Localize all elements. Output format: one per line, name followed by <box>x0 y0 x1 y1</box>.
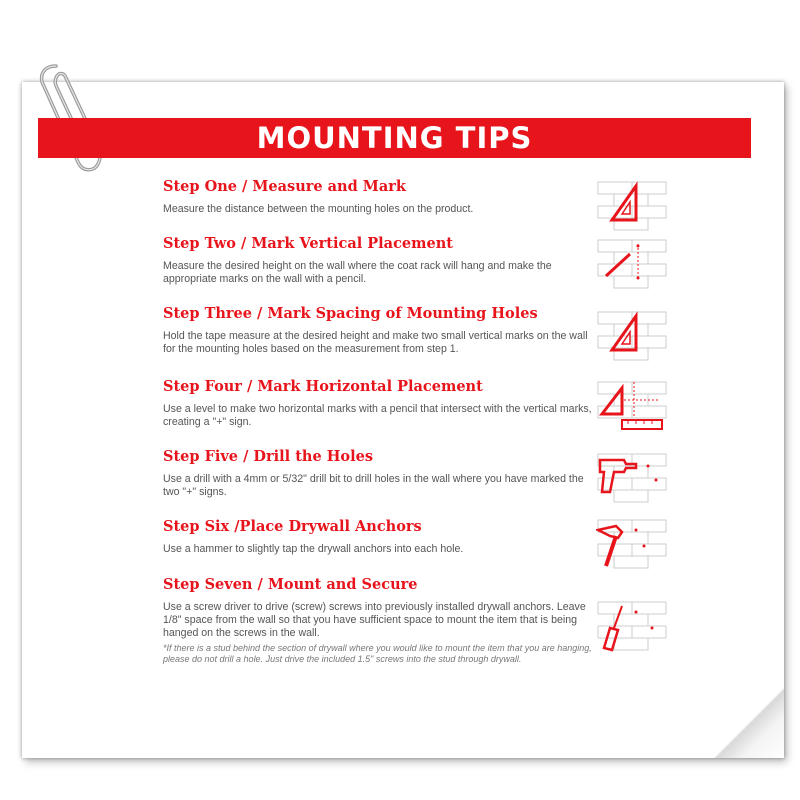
drill-icon <box>596 450 670 506</box>
step-text: Hold the tape measure at the desired height and make two small vertical marks on the wall for the mounting holes based on the measurement from step 1. <box>163 330 588 355</box>
step-6 <box>163 518 593 556</box>
step-2 <box>163 235 593 286</box>
step-heading: Step Seven / Mount and Secure <box>163 576 418 593</box>
pencil-measure-icon <box>596 236 670 292</box>
step-1 <box>163 178 593 216</box>
step-heading: Step Four / Mark Horizontal Placement <box>163 378 483 395</box>
title-banner <box>38 118 751 158</box>
step-text: Use a screw driver to drive (screw) screws into previously installed drywall anchors. Leave 1/8" space from the wall so that you have sufficient space to mount the item that is being hanged on the screws in the wall. <box>163 601 586 639</box>
hammer-icon <box>596 516 670 572</box>
step-4 <box>163 378 593 429</box>
step-text: Measure the desired height on the wall where the coat rack will hang and make the appropriate marks on the wall with a pencil. <box>163 260 552 285</box>
triangle-ruler-icon <box>596 178 670 234</box>
step-heading: Step Six /Place Drywall Anchors <box>163 518 422 535</box>
step-7 <box>163 576 593 665</box>
page-title: MOUNTING TIPS <box>256 121 533 155</box>
triangle-ruler-icon <box>596 308 670 364</box>
step-text: Use a level to make two horizontal marks with a pencil that intersect with the vertical marks, creating a "+" sign. <box>163 403 592 428</box>
step-heading: Step One / Measure and Mark <box>163 178 406 195</box>
screwdriver-icon <box>596 598 670 656</box>
step-heading: Step Two / Mark Vertical Placement <box>163 235 453 252</box>
step-note: *If there is a stud behind the section of drywall where you would like to mount the item that you are hanging, please do not drill a hole. Just drive the included 1.5" screws into the stud through drywall. <box>163 643 592 664</box>
step-3 <box>163 305 593 356</box>
step-text: Use a drill with a 4mm or 5/32" drill bit to drill holes in the wall where you have marked the two "+" signs. <box>163 473 584 498</box>
level-ruler-icon <box>596 378 670 434</box>
step-5 <box>163 448 593 499</box>
step-heading: Step Three / Mark Spacing of Mounting Holes <box>163 305 538 322</box>
step-heading: Step Five / Drill the Holes <box>163 448 373 465</box>
step-text: Measure the distance between the mounting holes on the product. <box>163 203 474 215</box>
step-text: Use a hammer to slightly tap the drywall anchors into each hole. <box>163 543 464 555</box>
